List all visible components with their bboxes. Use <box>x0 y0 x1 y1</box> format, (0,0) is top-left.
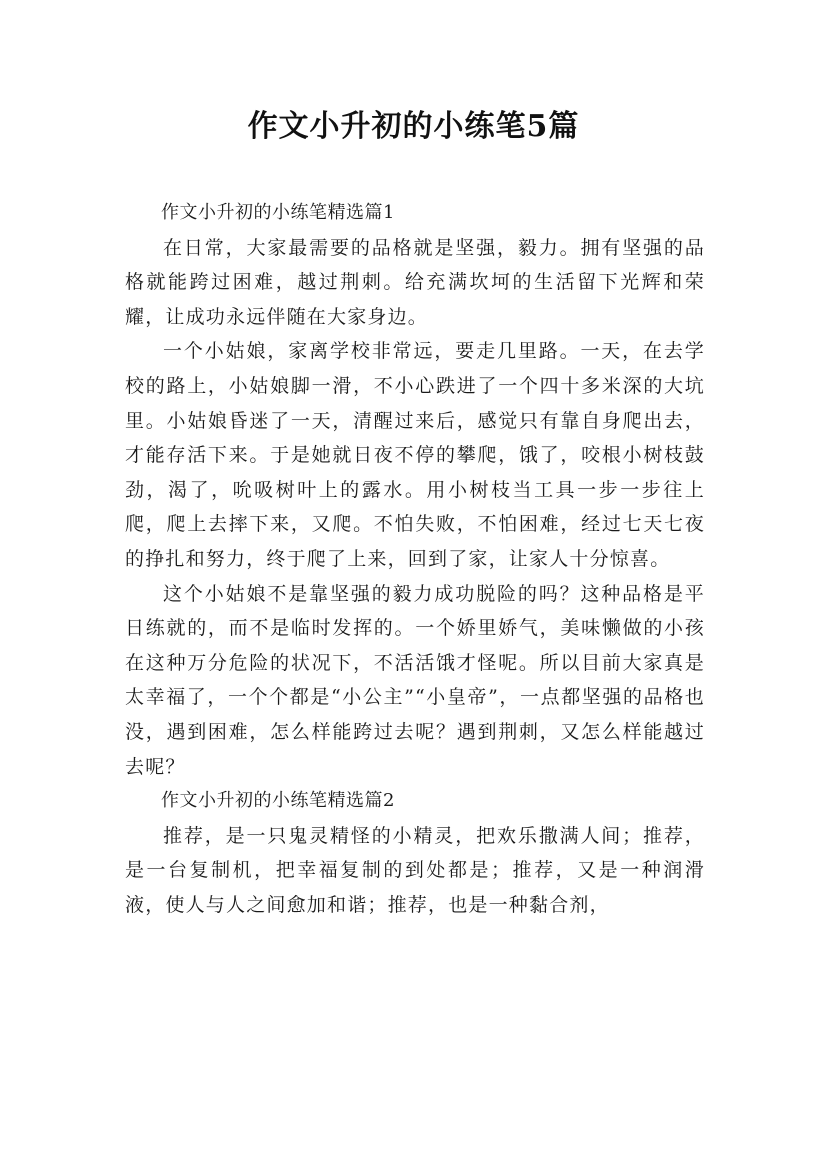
paragraph: 推荐，是一只鬼灵精怪的小精灵，把欢乐撒满人间；推荐，是一台复制机，把幸福复制的到处都是；推荐，又是一种润滑液，使人与人之间愈加和谐；推荐，也是一种黏合剂， <box>125 824 705 916</box>
paragraph: 在日常，大家最需要的品格就是坚强，毅力。拥有坚强的品格就能跨过困难，越过荆刺。给充满坎坷的生活留下光辉和荣耀，让成功永远伴随在大家身边。 <box>125 236 705 328</box>
paragraph: 一个小姑娘，家离学校非常远，要走几里路。一天，在去学校的路上，小姑娘脚一滑，不小心跌进了一个四十多米深的大坑里。小姑娘昏迷了一天，清醒过来后，感觉只有靠自身爬出去，才能存活下来。于是她就日夜不停的攀爬，饿了，咬根小树枝鼓劲，渴了，吮吸树叶上的露水。用小树枝当工具一步一步往上爬，爬上去摔下来，又爬。不怕失败，不怕困难，经过七天七夜的挣扎和努力，终于爬了上来，回到了家，让家人十分惊喜。 <box>125 340 705 570</box>
section-heading-1: 作文小升初的小练笔精选篇1 <box>161 202 395 223</box>
document-title: 作文小升初的小练笔5篇 <box>247 109 580 144</box>
section-heading-2: 作文小升初的小练笔精选篇2 <box>161 790 395 812</box>
paragraph: 这个小姑娘不是靠坚强的毅力成功脱险的吗？这种品格是平日练就的，而不是临时发挥的。一个娇里娇气，美味懒做的小孩在这种万分危险的状况下，不活活饿才怪呢。所以目前大家真是太幸福了，一个个都是“小公主”“小皇帝”，一点都坚强的品格也没，遇到困难，怎么样能跨过去呢？遇到荆刺，又怎么样能越过去呢？ <box>125 582 705 778</box>
document-body <box>125 196 705 922</box>
